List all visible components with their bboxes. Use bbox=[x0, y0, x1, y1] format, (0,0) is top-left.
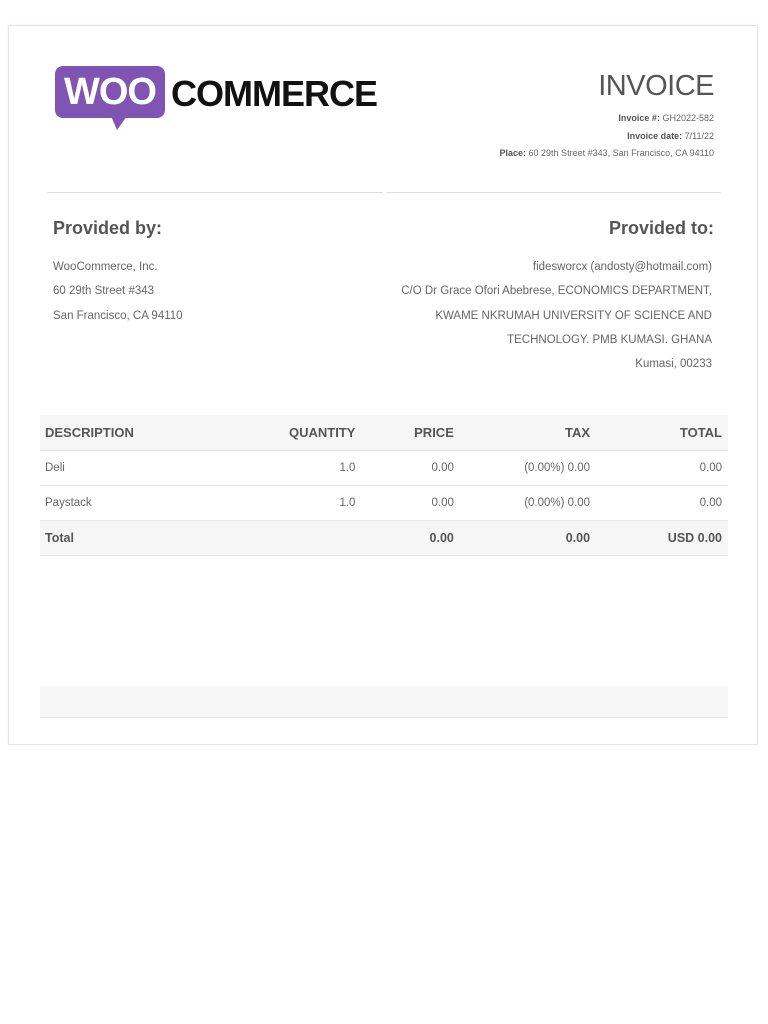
invoice-date-label: Invoice date: bbox=[627, 131, 683, 141]
footer-band bbox=[40, 686, 728, 718]
woocommerce-logo bbox=[55, 66, 385, 130]
cell-quantity: 1.0 bbox=[226, 486, 360, 521]
header-tax: TAX bbox=[459, 415, 595, 451]
table-header-row bbox=[40, 415, 728, 451]
cell-description: Deli bbox=[40, 451, 226, 486]
provider-line: WooCommerce, Inc. bbox=[53, 261, 158, 273]
logo-woo-text: WOO bbox=[64, 71, 156, 113]
logo-bubble-tail bbox=[111, 116, 127, 130]
recipient-line: fidesworcx (andosty@hotmail.com) bbox=[532, 261, 712, 273]
table-row bbox=[40, 486, 728, 521]
recipient-address bbox=[401, 255, 712, 376]
invoice-number-value: GH2022-582 bbox=[662, 113, 714, 123]
invoice-number-label: Invoice #: bbox=[618, 113, 660, 123]
cell-total: 0.00 bbox=[595, 486, 728, 521]
cell-total: 0.00 bbox=[595, 451, 728, 486]
invoice-sheet bbox=[8, 25, 758, 745]
recipient-line: C/O Dr Grace Ofori Abebrese, ECONOMICS DEPARTMENT, bbox=[401, 285, 712, 298]
header-price: PRICE bbox=[360, 415, 458, 451]
logo-commerce-text: COMMERCE bbox=[171, 73, 377, 114]
invoice-place-label: Place: bbox=[499, 148, 527, 158]
invoice-date bbox=[627, 131, 714, 141]
recipient-line: KWAME NKRUMAH UNIVERSITY OF SCIENCE AND bbox=[435, 309, 712, 322]
cell-quantity: 1.0 bbox=[226, 451, 360, 486]
totals-price: 0.00 bbox=[360, 521, 458, 556]
recipient-line: Kumasi, 00233 bbox=[635, 358, 712, 371]
table-row bbox=[40, 451, 728, 486]
divider-right bbox=[387, 192, 721, 193]
provided-to-heading: Provided to: bbox=[608, 218, 714, 238]
invoice-date-value: 7/11/22 bbox=[684, 131, 714, 141]
totals-label: Total bbox=[40, 521, 226, 556]
invoice-place-value: 60 29th Street #343, San Francisco, CA 94110 bbox=[528, 148, 714, 158]
cell-description: Paystack bbox=[40, 486, 226, 521]
invoice-place bbox=[499, 148, 714, 158]
totals-tax: 0.00 bbox=[459, 521, 595, 556]
line-items-table bbox=[40, 415, 728, 556]
cell-price: 0.00 bbox=[360, 486, 458, 521]
invoice-title: INVOICE bbox=[598, 70, 714, 102]
provider-line: San Francisco, CA 94110 bbox=[53, 309, 183, 322]
cell-tax: (0.00%) 0.00 bbox=[459, 451, 595, 486]
provider-line: 60 29th Street #343 bbox=[53, 285, 155, 298]
divider-left bbox=[47, 192, 383, 193]
invoice-number bbox=[618, 113, 714, 123]
totals-row bbox=[40, 521, 728, 556]
header-quantity: QUANTITY bbox=[226, 415, 360, 451]
totals-total: USD 0.00 bbox=[595, 521, 728, 556]
header-description: DESCRIPTION bbox=[40, 415, 226, 451]
recipient-line: TECHNOLOGY. PMB KUMASI. GHANA bbox=[507, 333, 712, 346]
totals-quantity-empty bbox=[226, 521, 360, 556]
provided-by-heading: Provided by: bbox=[53, 218, 163, 238]
provider-address bbox=[53, 255, 183, 328]
cell-tax: (0.00%) 0.00 bbox=[459, 486, 595, 521]
header-total: TOTAL bbox=[595, 415, 728, 451]
cell-price: 0.00 bbox=[360, 451, 458, 486]
